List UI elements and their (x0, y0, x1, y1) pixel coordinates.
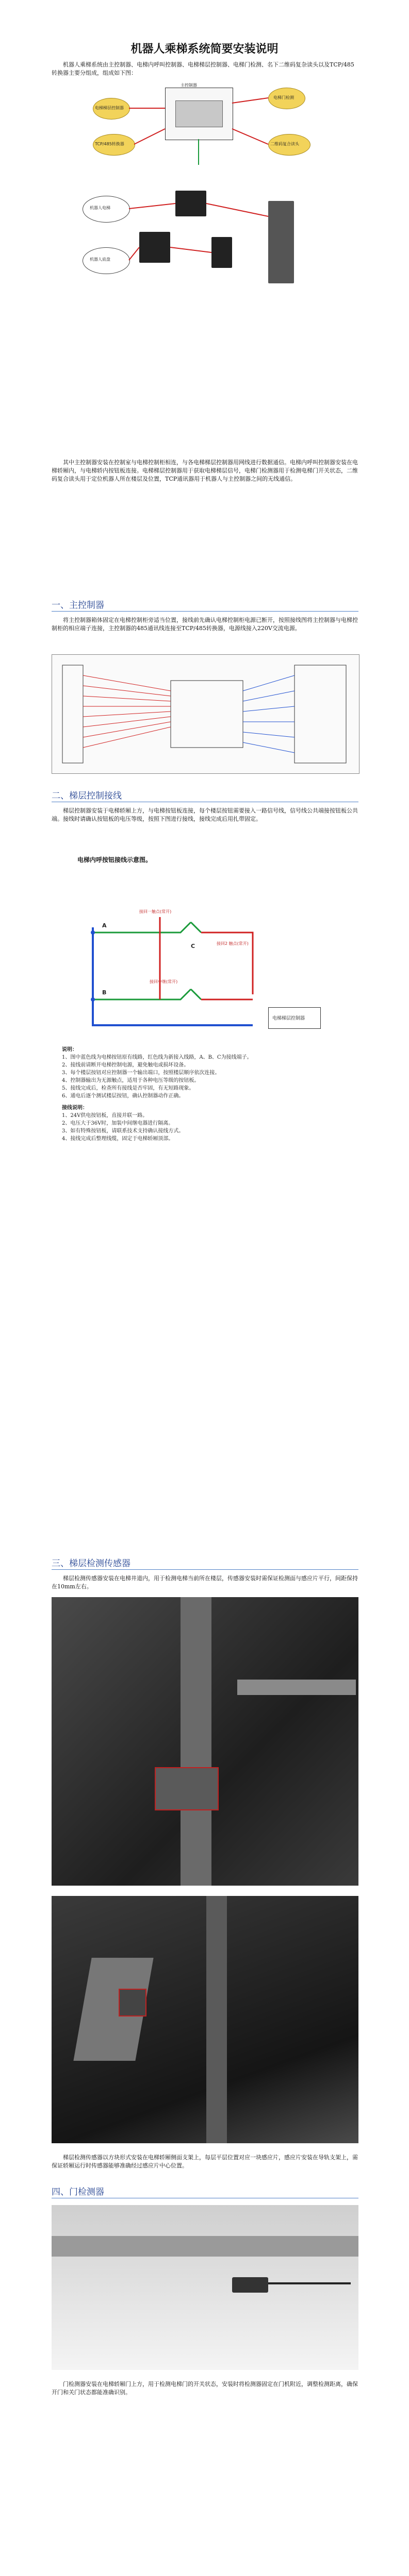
wiring-heading: 接线说明： (62, 1105, 88, 1111)
contact-1-label: 接回一触点(常开) (139, 909, 172, 914)
terminal-b-label: B (102, 989, 107, 996)
wiring-note-4: 4、接线完成后整理线缆，固定于电梯轿厢顶部。 (62, 1136, 174, 1142)
shaft-photo-2 (52, 1896, 358, 2143)
terminal-a-label: A (102, 922, 107, 929)
note-1: 1、图中蓝色线为电梯按钮原有线路，红色线为新接入线路，A、B、C为接线端子。 (62, 1055, 252, 1060)
wiring-note-1: 1、24V供电按钮板，直接并联一路。 (62, 1113, 148, 1118)
main-controller-label: 主控制器 (181, 83, 197, 88)
section-2-heading: 二、梯层控制接线 (52, 791, 122, 801)
wiring-note-3: 3、如有特殊按钮板，请联系技术支持确认接线方式。 (62, 1128, 184, 1134)
node-tcp-converter-label: TCP/485转换器 (95, 142, 124, 146)
robot-elevator-label: 机器人电梯 (90, 206, 110, 210)
node-floor-controller-label: 电梯梯层控制器 (95, 106, 124, 110)
node-door-detector-label: 电梯门检测 (273, 95, 294, 100)
wiring-note-2: 2、电压大于36V时，加装中间继电器进行隔离。 (62, 1121, 174, 1126)
robot-connectors (83, 185, 330, 294)
note-5: 5、接线完成后，检查所有接线是否牢固，有无短路现象。 (62, 1086, 194, 1091)
relay-label: 接回中继(常开) (150, 979, 178, 984)
document-title: 机器人乘梯系统简要安装说明 (130, 43, 279, 56)
section-1-text: 将主控制器箱体固定在电梯控制柜旁适当位置，接线前先确认电梯控制柜电源已断开，按照接线图将主控制器与电梯控制柜的相应端子连接，主控制器的485通讯线连接至TCP/485转换器，电源线接入220V交流电源。 (52, 617, 358, 632)
main-controller-wiring-diagram (52, 654, 359, 774)
overview-description: 其中主控制器安装在控制室与电梯控制柜相连，与各电梯梯层控制器用网线进行数据通信。电梯内呼叫控制器安装在电梯轿厢内，与电梯轿内按钮板连接。电梯梯层控制器用于获取电梯梯层信号，电梯门检测器用于检测电梯门开关状态，二维码复合读头用于定位机器人所在楼层及位置，TCP通讯器用于机器人与主控制器之间的无线通信。 (52, 459, 358, 482)
robot-diagram (83, 185, 330, 294)
section-4-heading: 四、门检测器 (52, 2187, 104, 2197)
section-2-notes (62, 1046, 351, 1143)
note-2: 2、接线前请断开电梯控制电源，避免触电或损坏设备。 (62, 1062, 189, 1068)
section-3-rule (52, 1569, 358, 1570)
section-1-heading: 一、主控制器 (52, 600, 104, 611)
section-1-rule (52, 611, 358, 612)
contact-2-label: 接回2 触点(常开) (217, 941, 249, 946)
floor-controller-box-label: 电梯梯层控制器 (272, 1016, 305, 1021)
section-4-text: 门检测器安装在电梯轿厢门上方，用于检测电梯门的开关状态，安装时将检测器固定在门机附近，调整检测距离，确保开门和关门状态都能准确识别。 (52, 2381, 358, 2396)
button-wiring-diagram (62, 871, 351, 1036)
node-qr-reader-label: 二维码复合读头 (270, 142, 299, 146)
robot-chassis-label: 机器人底盘 (90, 257, 110, 262)
section-2-subheading: 电梯内呼按钮接线示意图。 (77, 856, 152, 863)
intro-paragraph: 机器人乘梯系统由主控制器、电梯内呼叫控制器、电梯梯层控制器、电梯门检测、名下二维码复杂读头以及TCP/485 转换器主要分组成，组成如下图： (52, 61, 354, 76)
note-3: 3、每个楼层按钮对应控制器一个输出端口，按照楼层顺序依次连接。 (62, 1070, 220, 1076)
section-3-heading: 三、梯层检测传感器 (52, 1558, 130, 1569)
shaft-photo-1 (52, 1597, 358, 1886)
section-3b-text: 梯层检测传感器以方块形式安装在电梯轿厢侧面支架上，每层平层位置对应一块感应片，感应片安装在导轨支架上，需保证轿厢运行时传感器能够准确经过感应片中心位置。 (52, 2154, 358, 2169)
section-3-text: 梯层检测传感器安装在电梯井道内，用于检测电梯当前所在楼层，传感器安装时需保证检测面与感应片平行，间距保持在10mm左右。 (52, 1575, 358, 1590)
note-6: 6、通电后逐个测试楼层按钮，确认控制器动作正确。 (62, 1093, 184, 1099)
overview-diagram (88, 77, 325, 170)
door-detector-photo (52, 2205, 358, 2370)
note-4: 4、控制器输出为无源触点，适用于各种电压等级的按钮板。 (62, 1078, 200, 1083)
overview-connectors (88, 77, 325, 170)
wiring-diagram-svg (52, 655, 359, 773)
section-2-text: 梯层控制器安装于电梯轿厢上方，与电梯按钮板连接，每个楼层按钮需要接入一路信号线，信号线公共端接按钮板公共端。接线时请确认按钮板的电压等级，按照下图进行接线，接线完成后用扎带固定。 (52, 807, 358, 822)
notes-heading: 说明： (62, 1047, 77, 1053)
terminal-c-label: C (191, 943, 195, 950)
